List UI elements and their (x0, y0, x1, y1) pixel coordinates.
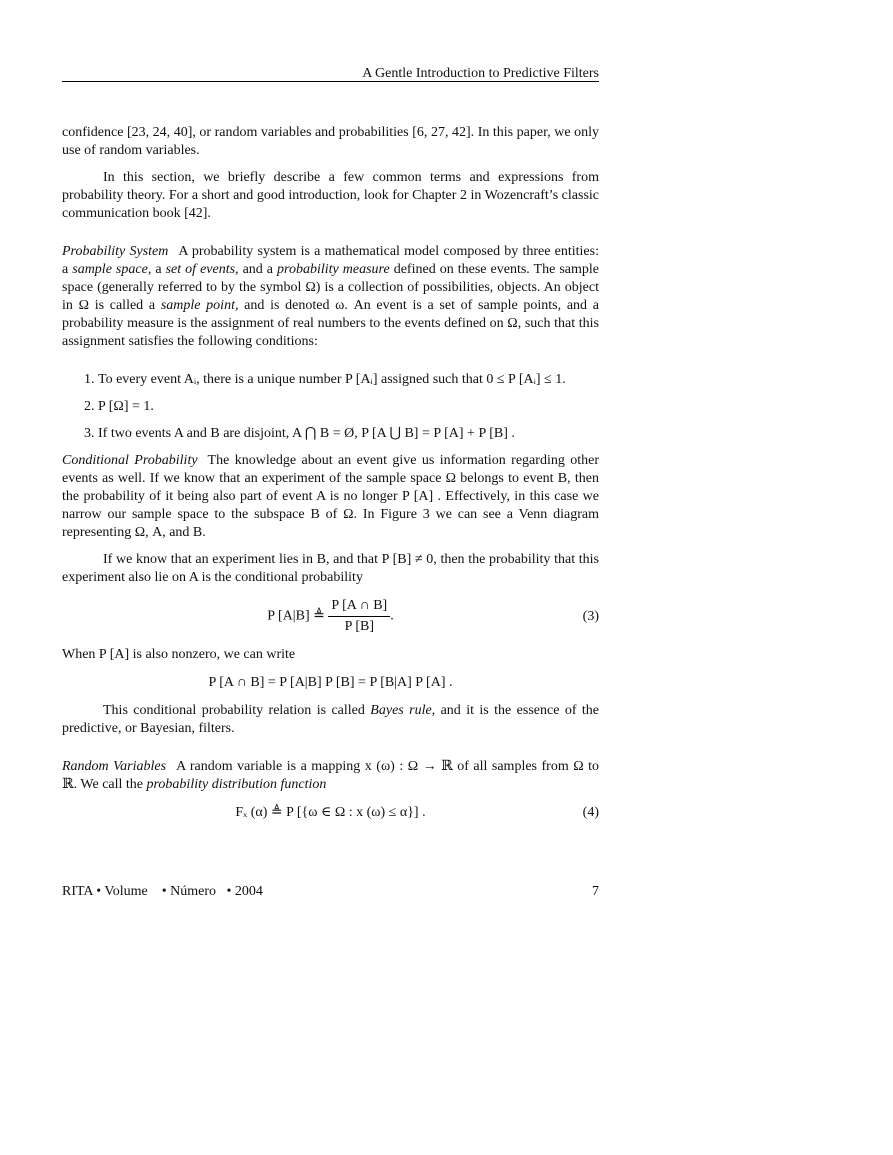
term-bayes-rule: Bayes rule, (370, 703, 436, 718)
footer-journal: RITA • Volume • Número • 2004 (62, 884, 263, 899)
fraction-denominator: P [B] (344, 619, 374, 634)
equation-3-tail: . (390, 608, 394, 624)
term-probability-measure: probability measure (277, 262, 390, 277)
text-run: and it is the essence of the predictive, or Bayesian, filters. (62, 703, 600, 736)
paragraph-conditional-definition: If we know that an experiment lies in B, and that P [B] ≠ 0, then the probability that this experiment also lie on A is the conditional probability (62, 552, 599, 585)
text-run: , a (147, 262, 166, 277)
text-run: defined on these events. The sample space (generally referred to by the symbol Ω) is a collection of possibilities, objects. An object in Ω is called a (62, 262, 599, 313)
condition-item: 3. If two events A and B are disjoint, A ⋂ B = Ø, P [A ⋃ B] = P [A] + P [B] . (98, 425, 599, 443)
body-text (62, 124, 599, 832)
running-header: A Gentle Introduction to Predictive Filters (362, 66, 599, 81)
paragraph-bayes-rule (62, 702, 599, 738)
equation-4 (62, 804, 599, 822)
condition-item: 2. P [Ω] = 1. (98, 398, 599, 416)
paragraph-when-nonzero: When P [A] is also nonzero, we can write (62, 647, 296, 662)
heading-probability-system: Probability System (62, 244, 169, 259)
equation-bayes: P [A ∩ B] = P [A|B] P [B] = P [B|A] P [A] . (208, 675, 453, 690)
paragraph-section-intro: In this section, we briefly describe a few common terms and expressions from probability theory. For a short and good introduction, look for Chapter 2 in Wozencraft’s classic communication book [42]. (62, 170, 599, 221)
heading-conditional-probability: Conditional Probability (62, 453, 198, 468)
term-sample-point: sample point, (160, 298, 239, 313)
condition-item: 1. To every event Aᵢ, there is a unique number P [Aᵢ] assigned such that 0 ≤ P [Aᵢ] ≤ 1. (98, 371, 599, 389)
conditions-list (62, 371, 599, 443)
paragraph-random-variables (62, 758, 599, 794)
equation-4-body: Fₓ (α) ≜ P [{ω ∈ Ω : x (ω) ≤ α}] . (235, 805, 426, 820)
text-run: The knowledge about an event give us information regarding other events as well. If we know that an experiment of the sample space Ω belongs to event B, then the probability of it being also part of event A is no longer P [A] . Effectively, in this case we narrow our sample space to the subspace B of Ω. In Figure 3 we can see a Venn diagram representing Ω, A, and B. (62, 453, 599, 540)
equation-3-label: (3) (582, 608, 599, 624)
equation-3-lhs: P [A|B] ≜ (267, 608, 329, 624)
term-probability-distribution-function: probability distribution function (146, 777, 327, 792)
text-run: A random variable is a mapping x (ω) : Ω → ℝ of all samples from Ω to ℝ. We call the (62, 759, 599, 792)
term-sample-space: sample space (72, 262, 148, 277)
text-run: and is denoted ω. An event is a set of sample points, and a probability measure is the assignment of real numbers to the events defined on Ω, such that this assignment satisfies the following conditions: (62, 298, 599, 349)
page-number: 7 (592, 884, 599, 899)
heading-random-variables: Random Variables (62, 759, 167, 774)
text-run: This conditional probability relation is called (103, 703, 371, 718)
text-run: , and a (235, 262, 278, 277)
equation-4-label: (4) (582, 805, 599, 820)
fraction-numerator: P [A ∩ B] (328, 597, 390, 617)
equation-3-fraction (328, 597, 390, 636)
header-rule (62, 81, 599, 82)
text-run: A probability system is a mathematical model composed by three entities: a (62, 244, 599, 277)
paragraph-conditional-probability (62, 452, 599, 542)
paragraph-probability-system (62, 243, 599, 351)
page-footer (62, 884, 599, 900)
paragraph-intro: confidence [23, 24, 40], or random variables and probabilities [6, 27, 42]. In this paper, we only use of random variables. (62, 125, 599, 158)
equation-3 (62, 597, 599, 636)
term-set-of-events: set of events (165, 262, 236, 277)
